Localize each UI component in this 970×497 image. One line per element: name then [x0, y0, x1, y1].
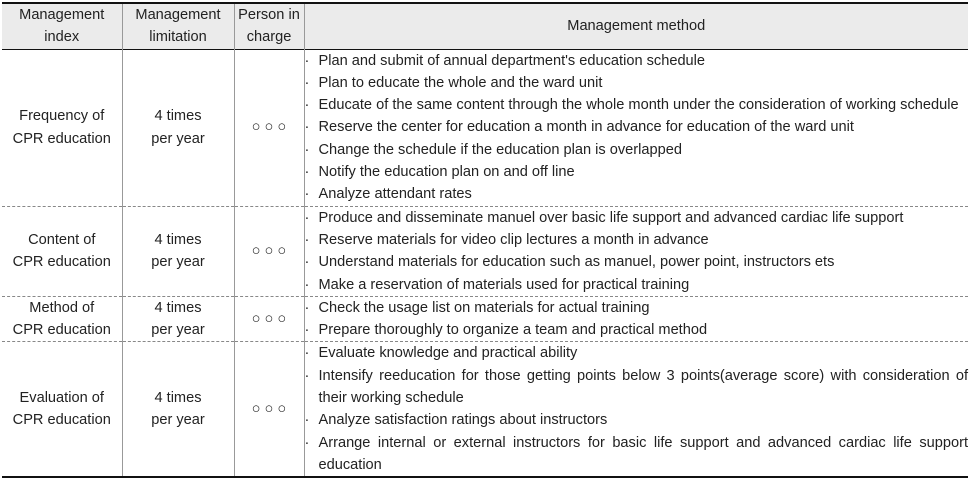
- limitation-cell: [122, 49, 234, 206]
- bullet-icon: ·: [304, 97, 310, 114]
- bullet-icon: ·: [304, 434, 310, 451]
- method-text: Produce and disseminate manuel over basic life support and advanced cardiac life support: [318, 209, 904, 226]
- limitation-line: 4 times: [154, 231, 202, 248]
- header-management-index: [2, 3, 122, 49]
- limitation-line: per year: [151, 412, 205, 429]
- bullet-icon: ·: [304, 141, 310, 158]
- bullet-icon: ·: [304, 412, 310, 429]
- method-text: Educate of the same content through the whole month under the consideration of working schedule: [318, 97, 959, 114]
- management-method-cell: [304, 206, 968, 296]
- management-method-cell: [304, 342, 968, 477]
- method-item: [305, 297, 969, 319]
- index-line: Evaluation of: [19, 390, 104, 407]
- method-text: Plan to educate the whole and the ward unit: [318, 74, 603, 91]
- header-person-line2: charge: [246, 29, 292, 46]
- header-person-in-charge: [234, 3, 304, 49]
- header-index-line2: index: [44, 29, 80, 46]
- person-in-charge-value: ○ ○ ○: [251, 311, 287, 327]
- method-text: Understand materials for education such as manuel, power point, instructors ets: [318, 254, 835, 271]
- person-in-charge-cell: [234, 296, 304, 342]
- management-index-cell: [2, 296, 122, 342]
- method-item: [305, 207, 969, 229]
- bullet-icon: ·: [304, 209, 310, 226]
- management-method-cell: [304, 296, 968, 342]
- index-line: Content of: [28, 231, 96, 248]
- method-item: [305, 161, 969, 183]
- method-item: [305, 94, 969, 116]
- management-index-cell: [2, 206, 122, 296]
- index-line: CPR education: [12, 254, 111, 271]
- header-index-line1: Management: [19, 7, 105, 23]
- bullet-icon: ·: [304, 299, 310, 316]
- method-text: Prepare thoroughly to organize a team and practical method: [318, 322, 708, 339]
- bullet-icon: ·: [304, 52, 310, 69]
- person-in-charge-value: ○ ○ ○: [251, 243, 287, 260]
- bullet-icon: ·: [304, 119, 310, 136]
- person-in-charge-cell: [234, 206, 304, 296]
- header-limitation-line2: limitation: [149, 29, 207, 46]
- limitation-cell: [122, 296, 234, 342]
- method-text: Plan and submit of annual department's education schedule: [318, 52, 706, 69]
- limitation-cell: [122, 342, 234, 477]
- method-text: Analyze satisfaction ratings about instructors: [318, 412, 608, 429]
- table-row: [2, 49, 968, 206]
- header-limitation-line1: Management: [135, 7, 221, 23]
- method-item: [305, 432, 969, 477]
- person-in-charge-value: ○ ○ ○: [251, 401, 287, 418]
- method-item: [305, 183, 969, 205]
- bullet-icon: ·: [304, 231, 310, 248]
- limitation-line: 4 times: [154, 299, 202, 316]
- method-item: [305, 116, 969, 138]
- bullet-icon: ·: [304, 322, 310, 339]
- method-item: [305, 139, 969, 161]
- person-in-charge-value: ○ ○ ○: [251, 119, 287, 136]
- bullet-icon: ·: [304, 254, 310, 271]
- table-row: [2, 206, 968, 296]
- bullet-icon: ·: [304, 164, 310, 181]
- method-item: [305, 342, 969, 364]
- method-item: [305, 50, 969, 72]
- method-text: Make a reservation of materials used for practical training: [318, 276, 690, 293]
- table-row: [2, 296, 968, 342]
- header-management-limitation: [122, 3, 234, 49]
- method-item: [305, 229, 969, 251]
- method-text: Reserve the center for education a month in advance for education of the ward unit: [318, 119, 854, 136]
- index-line: CPR education: [12, 130, 111, 147]
- method-item: [305, 72, 969, 94]
- table-row: [2, 342, 968, 477]
- person-in-charge-cell: [234, 49, 304, 206]
- bullet-icon: ·: [304, 276, 310, 293]
- bullet-icon: ·: [304, 186, 310, 203]
- header-row: [2, 3, 968, 49]
- method-text: Arrange internal or external instructors for basic life support and advanced cardiac life support education: [318, 434, 968, 473]
- limitation-line: per year: [151, 254, 205, 271]
- management-method-cell: [304, 49, 968, 206]
- limitation-line: per year: [151, 130, 205, 147]
- bullet-icon: ·: [304, 74, 310, 91]
- bullet-icon: ·: [304, 345, 310, 362]
- header-management-method: Management method: [567, 18, 706, 35]
- method-item: [305, 409, 969, 431]
- method-text: Change the schedule if the education plan is overlapped: [318, 141, 682, 158]
- method-item: [305, 365, 969, 410]
- method-item: [305, 251, 969, 273]
- method-text: Check the usage list on materials for actual training: [318, 299, 650, 316]
- management-index-cell: [2, 342, 122, 477]
- limitation-line: per year: [151, 322, 205, 339]
- method-text: Reserve materials for video clip lectures a month in advance: [318, 231, 709, 248]
- index-line: Frequency of: [19, 108, 105, 125]
- management-index-cell: [2, 49, 122, 206]
- limitation-line: 4 times: [154, 390, 202, 407]
- method-item: [305, 319, 969, 341]
- method-text: Notify the education plan on and off line: [318, 164, 575, 181]
- table-body: [2, 49, 968, 477]
- index-line: CPR education: [12, 322, 111, 339]
- index-line: CPR education: [12, 412, 111, 429]
- limitation-cell: [122, 206, 234, 296]
- header-person-line1: Person in: [238, 7, 300, 23]
- management-table: [2, 2, 968, 478]
- bullet-icon: ·: [304, 367, 310, 384]
- method-text: Evaluate knowledge and practical ability: [318, 345, 578, 362]
- index-line: Method of: [29, 299, 95, 316]
- limitation-line: 4 times: [154, 108, 202, 125]
- method-text: Intensify reeducation for those getting points below 3 points(average score) with consideration of their working schedule: [318, 367, 968, 407]
- person-in-charge-cell: [234, 342, 304, 477]
- method-text: Analyze attendant rates: [318, 186, 472, 203]
- method-item: [305, 274, 969, 296]
